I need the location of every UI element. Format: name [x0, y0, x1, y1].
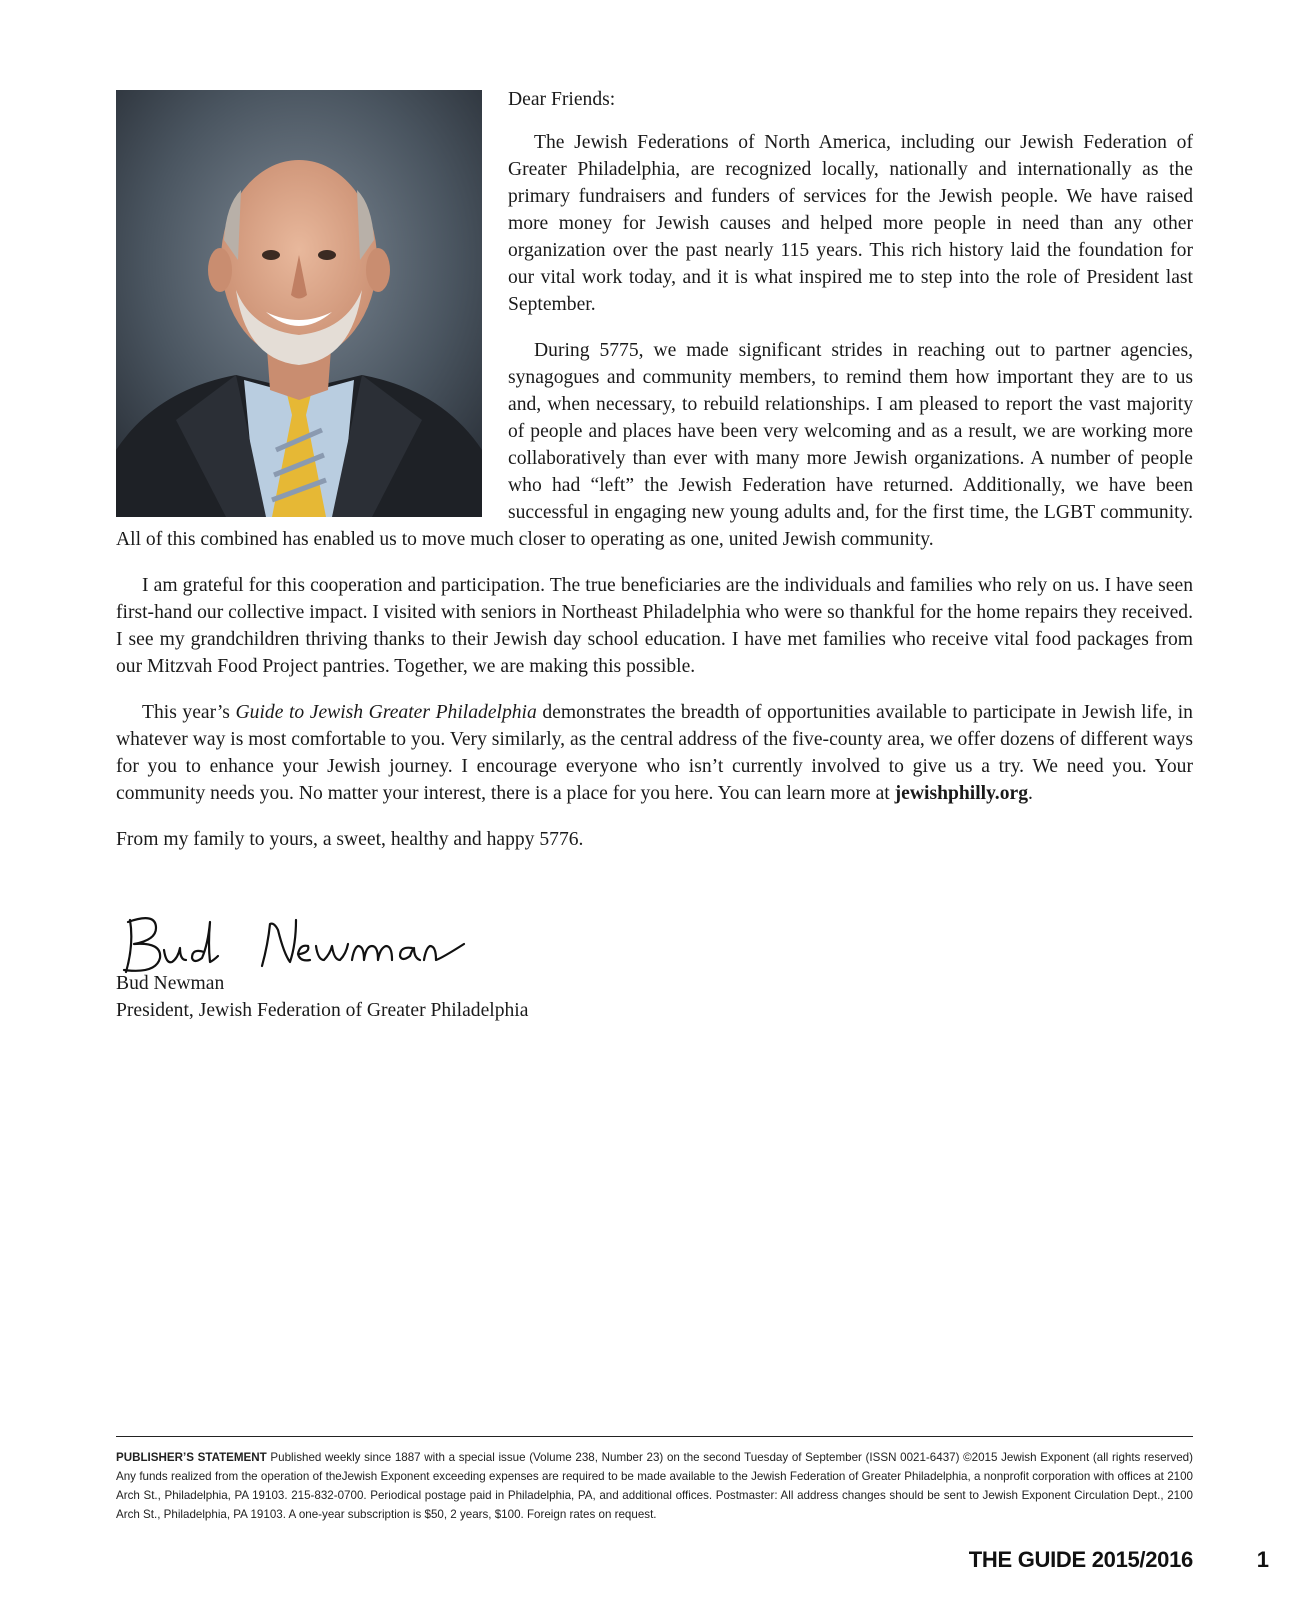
letter-paragraph-4: [116, 699, 1193, 807]
guide-title-italic: Guide to Jewish Greater Philadelphia: [235, 702, 537, 723]
publication-title: THE GUIDE 2015/2016: [968, 1547, 1193, 1572]
publisher-statement-text: Published weekly since 1887 with a special issue (Volume 238, Number 23) on the second Tuesday of September (ISSN 0021-6437) ©2015 Jewish Exponent (all rights reserved) Any funds realized from the operation of theJewish Exponent exceeding expenses are required to be made available to the Jewish Federation of Greater Philadelphia, a nonprofit corporation with offices at 2100 Arch St., Philadelphia, PA 19103. 215-832-0700. Periodical postage paid in Philadelphia, PA, and additional offices. Postmaster: All address changes should be sent to Jewish Exponent Circulation Dept., 2100 Arch St., Philadelphia, PA 19103. A one-year subscription is $50, 2 years, $100. Foreign rates on request.: [116, 1451, 1193, 1521]
letter-paragraph-3: I am grateful for this cooperation and participation. The true beneficiaries are the individuals and families who rely on us. I have seen first-hand our collective impact. I visited with seniors in Northeast Philadelphia who were so thankful for the home repairs they received. I see my grandchildren thriving thanks to their Jewish day school education. I have met families who receive vital food packages from our Mitzvah Food Project pantries. Together, we are making this possible.: [116, 575, 1193, 677]
paragraph-4-text-start: This year’s: [142, 702, 236, 723]
paragraph-4-text-middle: demonstrates the breadth of opportunities available to participate in Jewish life, in whatever way is most comfortable to you. Very similarly, as the central address of the five-county area, we offer dozens of different ways for you to enhance your Jewish journey. I encourage everyone who isn’t currently involved to give us a try. We need you. Your community needs you. No matter your interest, there is a place for you here. You can learn more at: [116, 702, 1193, 804]
letter-closing: From my family to yours, a sweet, healthy and happy 5776.: [116, 829, 584, 850]
letter-body: [116, 86, 1193, 872]
page-number: 1: [1256, 1547, 1269, 1572]
letter-greeting: Dear Friends:: [508, 89, 616, 110]
president-portrait-photo: [116, 90, 482, 517]
publisher-statement: [116, 1448, 1193, 1524]
signer-name: Bud Newman: [116, 973, 225, 994]
letter-paragraph-1: The Jewish Federations of North America, including our Jewish Federation of Greater Philadelphia, are recognized locally, nationally and internationally as the primary fundraisers and funders of services for the Jewish people. We have raised more money for Jewish causes and helped more people in need than any other organization over the past nearly 115 years. This rich history laid the foundation for our vital work today, and it is what inspired me to step into the role of President last September.: [508, 132, 1193, 315]
signer-title: President, Jewish Federation of Greater Philadelphia: [116, 1000, 529, 1021]
publisher-statement-label: PUBLISHER’S STATEMENT: [116, 1451, 267, 1464]
letter-paragraph-2: During 5775, we made significant strides in reaching out to partner agencies, synagogues and community members, to remind them how important they are to us and, when necessary, to rebuild relationships. I am pleased to report the vast majority of people and places have been very welcoming and as a result, we are working more collaboratively than ever with many more Jewish organizations. A number of people who had “left” the Jewish Federation have returned. Additionally, we have been successful in engaging new young adults and, for the first time, the LGBT community. All of this combined has enabled us to move much closer to operating as one, united Jewish community.: [116, 340, 1193, 550]
handwritten-signature: [112, 914, 482, 978]
website-link[interactable]: jewishphilly.org: [894, 783, 1028, 804]
signature-block: [116, 914, 816, 1024]
paragraph-4-text-end: .: [1028, 783, 1033, 804]
footer-divider: [116, 1436, 1193, 1437]
